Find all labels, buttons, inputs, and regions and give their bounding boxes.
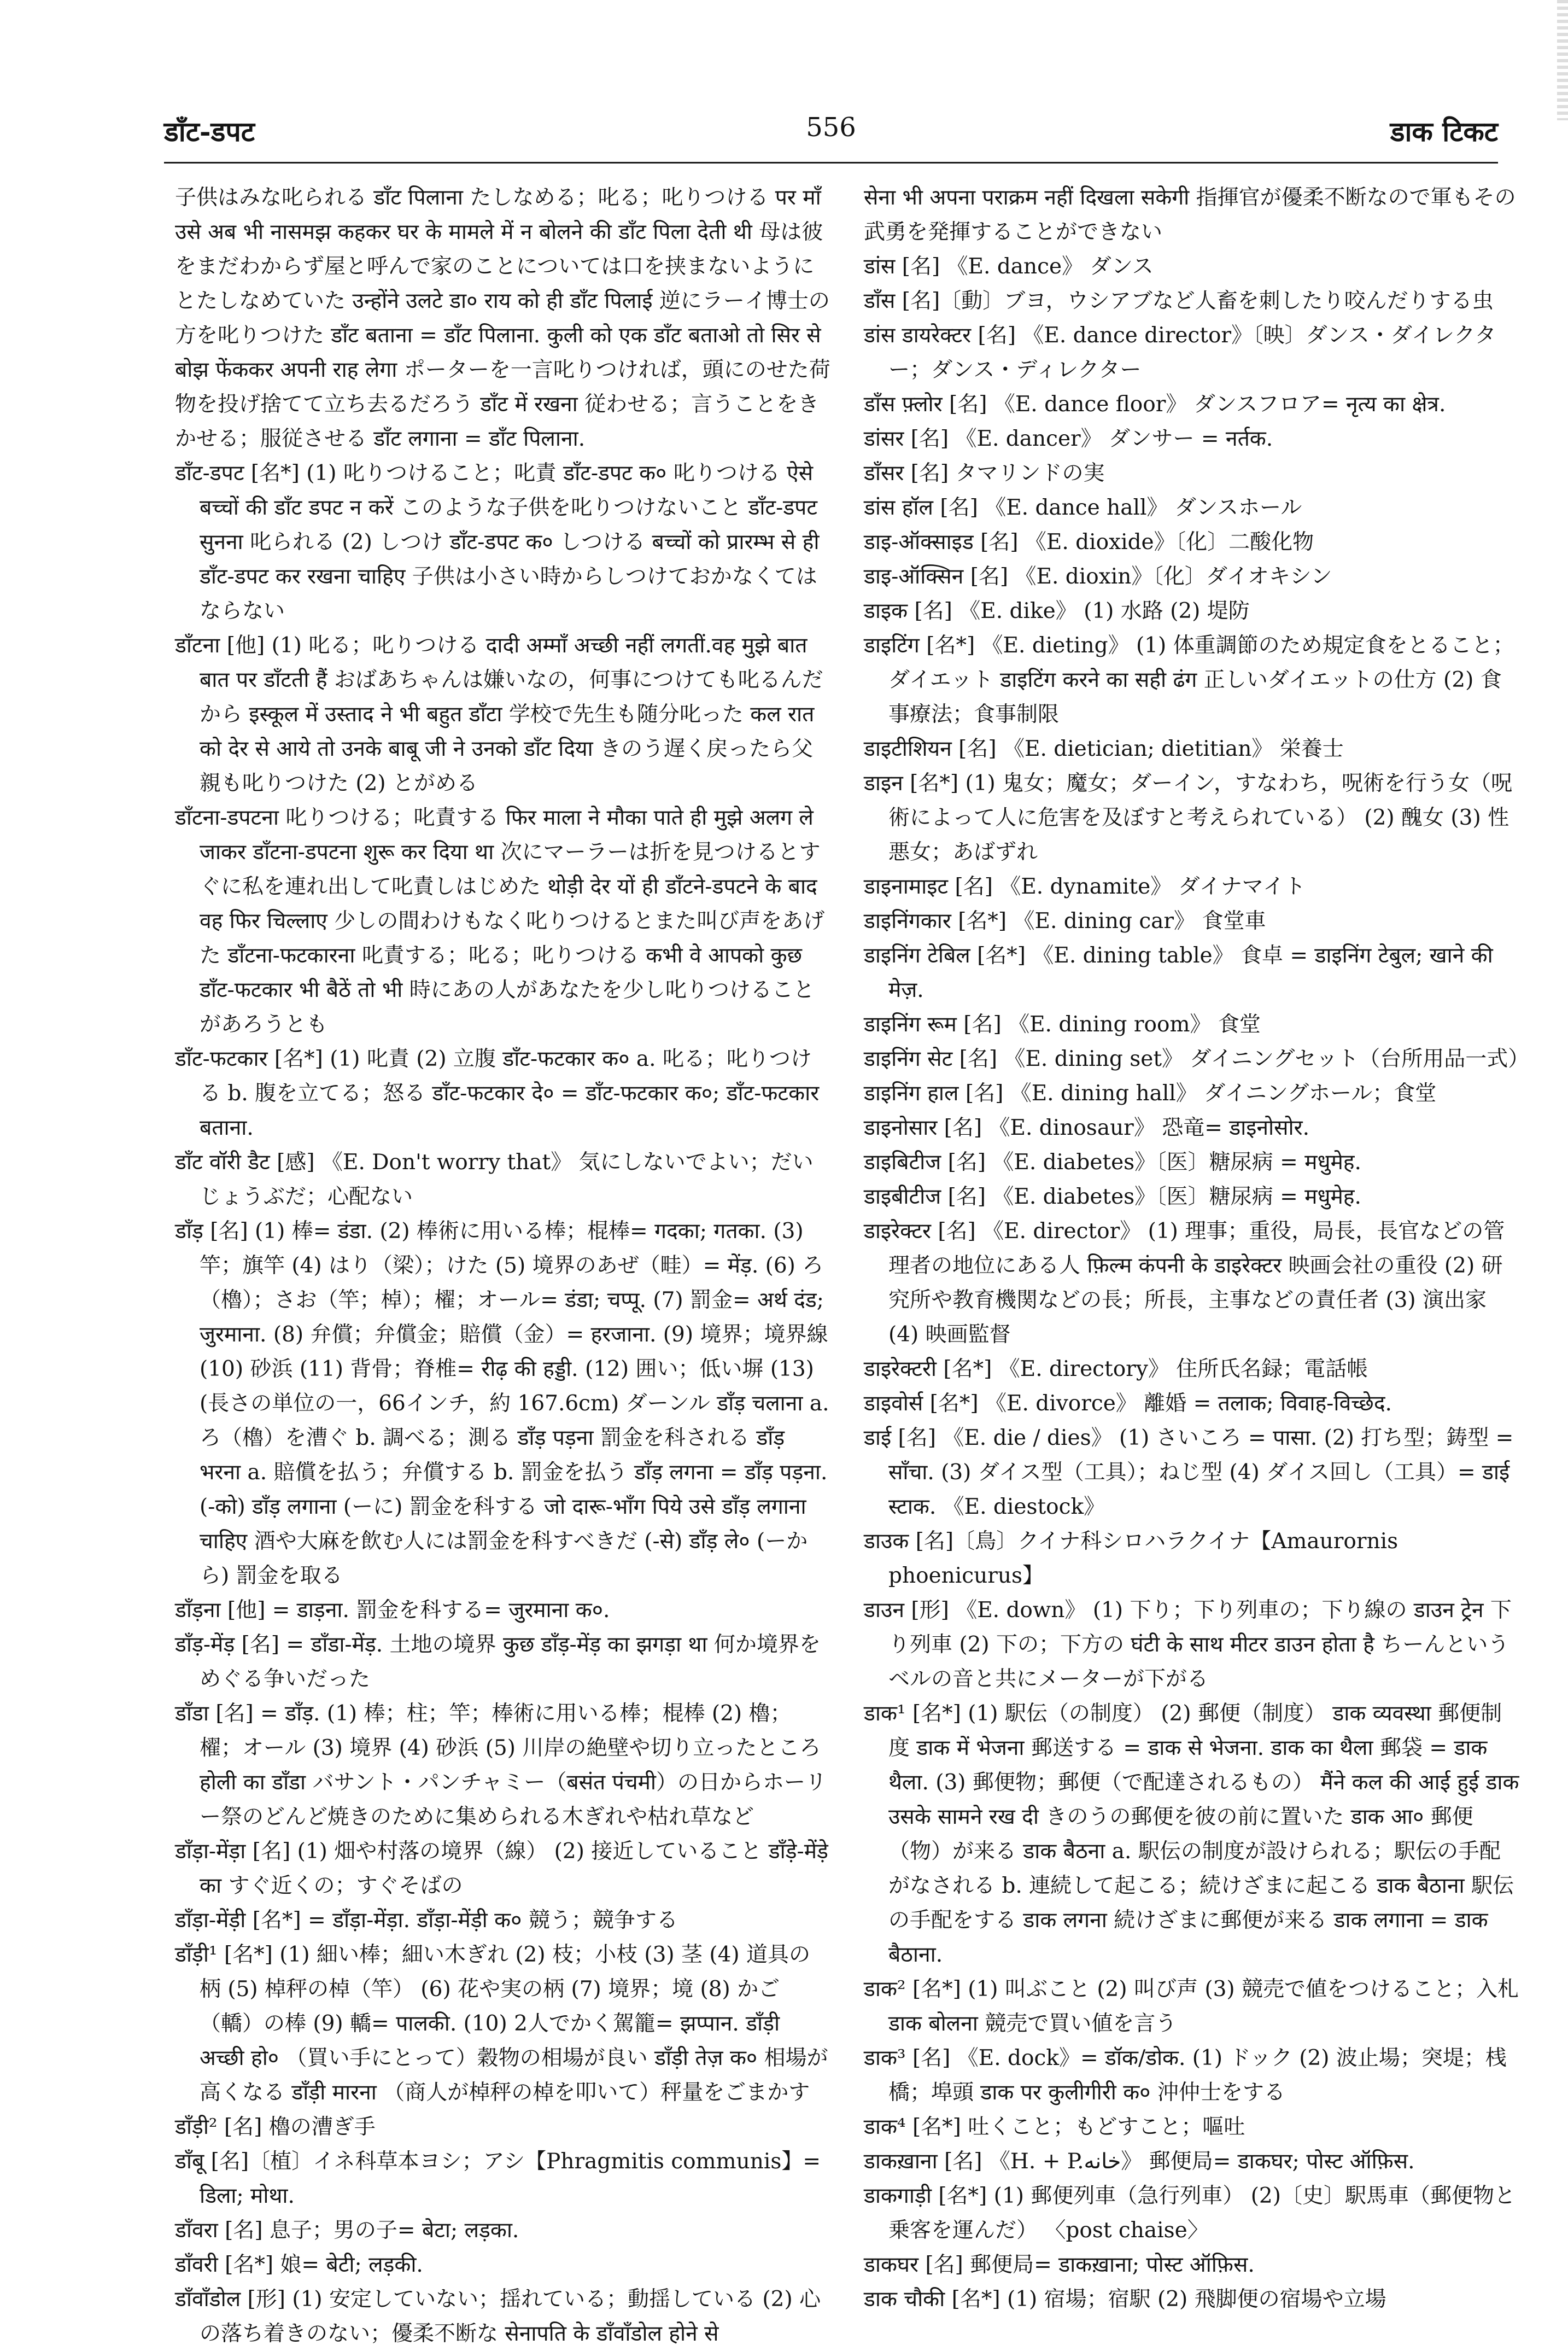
dictionary-entry: डाइटिंग [名*] 《E. dieting》 (1) 体重調節のため規定食をとること；ダイエット डाइटिंग करने का सही ढंग 正しいダイエットの仕方 (2) 食事療法；食事制限 [864, 633, 1514, 727]
page-header [164, 112, 1498, 161]
dictionary-entry: डाँड़ना [他] = डाड़ना. 罰金を科する= जुरमाना क०. [175, 1598, 610, 1623]
dictionary-entry: डांस हॉल [名] 《E. dance hall》 ダンスホール [864, 495, 1302, 520]
dictionary-entry: डाँट-डपट [名*] (1) 叱りつけること；叱責 डाँट-डपट क० 叱りつける ऐसे बच्चों की डाँट डपट न करें このような子供を叱りつけないこと डाँट-डपट सुनना 叱られる (2) しつけ डाँट-डपट क० しつける बच्चों को प्रारम्भ से ही डाँट-डपट कर रखना चाहिए 子供は小さい時からしつけておかなくてはならない [175, 461, 820, 623]
dictionary-entry: डाँड़ [名] (1) 棒= डंडा. (2) 棒術に用いる棒；棍棒= गदका; गतका. (3) 竿；旗竿 (4) はり（梁）；けた (5) 境界のあぜ（畦）= मेंड़. (6) ろ（櫓）；さお（竿；棹）；櫂；オール= डंडा; चप्पू. (7) 罰金= अर्थ दंड; जुरमाना. (8) 弁償；弁償金；賠償（金）= हरजाना. (9) 境界；境界線 (10) 砂浜 (11) 背骨；脊椎= रीढ़ की हड्डी. (12) 囲い；低い塀 (13) (長さの単位の一，66インチ，約 167.6cm) ダーンル डाँड़ चलाना a. ろ（櫓）を漕ぐ b. 調べる；測る डाँड़ पड़ना 罰金を科される डाँड़ भरना a. 賠償を払う；弁償する b. 罰金を払う डाँड़ लगना = डाँड़ पड़ना. (-को) डाँड़ लगाना (ーに) 罰金を科する जो दारू-भाँग पिये उसे डाँड़ लगाना चाहिए 酒や大麻を飲む人には罰金を科すべきだ (-से) डाँड़ ले० (ーから) 罰金を取る [175, 1219, 829, 1588]
dictionary-entry: डाँड़ा-मेंड़ा [名] (1) 畑や村落の境界（線） (2) 接近していること डाँड़े-मेंड़े का すぐ近くの；すぐそばの [175, 1839, 828, 1898]
dictionary-entry: डाँड़-मेंड़ [名] = डाँडा-मेंड़. 土地の境界 कुछ डाँड़-मेंड़ का झगड़ा था 何か境界をめぐる争いだった [175, 1632, 821, 1691]
dictionary-entry: डाँडा [名] = डाँड़. (1) 棒；柱；竿；棒術に用いる棒；棍棒 (2) 櫓；櫂；オール (3) 境界 (4) 砂浜 (5) 川岸の絶壁や切り立ったところ होली का डाँडा バサント・パンチャミー（बसंत पंचमी）の日からホーリー祭のどんど焼きのために集められる木ぎれや枯れ草など [175, 1701, 827, 1829]
dictionary-entry: डाइक [名] 《E. dike》 (1) 水路 (2) 堤防 [864, 599, 1250, 623]
dictionary-entry: डाइनिंगकार [名*] 《E. dining car》 食堂車 [864, 909, 1266, 934]
dictionary-entry: डाइनिंग रूम [名] 《E. dining room》 食堂 [864, 1012, 1261, 1037]
dictionary-entry: डाँटना-डपटना 叱りつける；叱責する फिर माला ने मौका पाते ही मुझे अलग ले जाकर डाँटना-डपटना शुरू कर दिया था 次にマーラーは折を見つけるとすぐに私を連れ出して叱責しはじめた थोड़ी देर यों ही डाँटने-डपटने के बाद वह फिर चिल्लाए 少しの間わけもなく叱りつけるとまた叫び声をあげた डाँटना-फटकारना 叱責する；叱る；叱りつける कभी वे आपको कुछ डाँट-फटकार भी बैठें तो भी 時にあの人があなたを少し叱りつけることがあろうとも [175, 806, 825, 1037]
dictionary-entry: डाइनिंग हाल [名] 《E. dining hall》 ダイニングホール；食堂 [864, 1081, 1437, 1106]
left-column [175, 180, 831, 2351]
dictionary-entry: डाक⁴ [名*] 吐くこと；もどすこと；嘔吐 [864, 2115, 1245, 2139]
dictionary-entry: डाँबू [名]〔植〕イネ科草本ヨシ；アシ【Phragmitis communis】= डिला; मोथा. [175, 2149, 821, 2208]
dictionary-entry: डाइनोसार [名] 《E. dinosaur》 恐竜= डाइनोसोर. [864, 1116, 1309, 1140]
dictionary-entry: डाइनिंग टेबिल [名*] 《E. dining table》 食卓 = डाइनिंग टेबुल; खाने की मेज़. [864, 943, 1493, 1002]
dictionary-entry: डाकख़ाना [名] 《H. + P.خانه》 郵便局= डाकघर; पोस्ट ऑफ़िस. [864, 2149, 1415, 2174]
dictionary-entry: डांस [名] 《E. dance》 ダンス [864, 254, 1154, 279]
dictionary-entry: डांस डायरेक्टर [名] 《E. dance director》〔映〕ダンス・ダイレクター；ダンス・ディレクター [864, 323, 1496, 382]
dictionary-entry: डाँवरा [名] 息子；男の子= बेटा; लड़का. [175, 2218, 519, 2243]
dictionary-entry: डाइनामाइट [名] 《E. dynamite》 ダイナマイト [864, 874, 1306, 899]
header-left-guide-word: डाँट-डपट [164, 115, 255, 148]
dictionary-entry: डाँस [名]〔動〕ブヨ，ウシアブなど人畜を刺したり咬んだりする虫 [864, 289, 1494, 313]
dictionary-entry: डाक चौकी [名*] (1) 宿場；宿駅 (2) 飛脚便の宿場や立場 [864, 2287, 1386, 2312]
dictionary-entry: डाइबिटीज [名] 《E. diabetes》〔医〕糖尿病 = मधुमेह. [864, 1150, 1361, 1175]
header-rule [164, 162, 1498, 164]
dictionary-entry: सेना भी अपना पराक्रम नहीं दिखला सकेगी 指揮官が優柔不断なので軍もその武勇を発揮することができない [864, 185, 1516, 244]
dictionary-entry: डाइबीटीज [名] 《E. diabetes》〔医〕糖尿病 = मधुमेह. [864, 1185, 1361, 1209]
dictionary-entry: डांसर [名] 《E. dancer》 ダンサー = नर्तक. [864, 427, 1273, 451]
dictionary-entry: डाँट वॉरी डैट [感] 《E. Don't worry that》 気にしないでよい；だいじょうぶだ；心配ない [175, 1150, 814, 1209]
dictionary-entry: डाइरेक्टर [名] 《E. director》 (1) 理事；重役，局長，長官などの管理者の地位にある人 फ़िल्म कंपनी के डाइरेक्टर 映画会社の重役 (2) 研究所や教育機関などの長；所長，主事などの責任者 (3) 演出家 (4) 映画監督 [864, 1219, 1505, 1347]
dictionary-entry: डाइ-ऑक्साइड [名] 《E. dioxide》〔化〕二酸化物 [864, 530, 1314, 555]
dictionary-entry: डाइनिंग सेट [名] 《E. dining set》 ダイニングセット（台所用品一式） [864, 1047, 1530, 1071]
header-right-guide-word: डाक टिकट [1390, 115, 1498, 148]
dictionary-entry: डाँड़ा-मेंड़ी [名*] = डाँड़ा-मेंड़ा. डाँड़ा-मेंड़ी क० 競う；競争する [175, 1908, 678, 1933]
dictionary-entry: डाँट-फटकार [名*] (1) 叱責 (2) 立腹 डाँट-फटकार क० a. 叱る；叱りつける b. 腹を立てる；怒る डाँट-फटकार दे० = डाँट-फटकार क०; डाँट-फटकार बताना. [175, 1047, 820, 1140]
page-number: 556 [806, 112, 856, 143]
dictionary-entry: डाँसर [名] タマリンドの実 [864, 461, 1105, 486]
dictionary-entry: 子供はみな叱られる डाँट पिलाना たしなめる；叱る；叱りつける पर माँ उसे अब भी नासमझ कहकर घर के मामले में न बोलने की डाँट पिला देती थी 母は彼をまだわからず屋と呼んで家のことについては口を挟まないようにとたしなめていた उन्होंने उलटे डा० राय को ही डाँट पिलाई 逆にラーイ博士の方を叱りつけた डाँट बताना = डाँट पिलाना. कुली को एक डाँट बताओ तो सिर से बोझ फेंककर अपनी राह लेगा ポーターを一言叱りつければ，頭にのせた荷物を投げ捨てて立ち去るだろう डाँट में रखना 従わせる；言うことをきかせる；服従させる डाँट लगाना = डाँट पिलाना. [175, 185, 830, 451]
dictionary-entry: डाकगाड़ी [名*] (1) 郵便列車（急行列車） (2)〔史〕駅馬車（郵便物と乗客を運んだ） 〈post chaise〉 [864, 2184, 1516, 2243]
page-edge-scan-mark [1557, 0, 1568, 120]
dictionary-entry: डाँस फ़्लोर [名] 《E. dance floor》 ダンスフロア= नृत्य का क्षेत्र. [864, 392, 1446, 417]
dictionary-entry: डाकघर [名] 郵便局= डाकख़ाना; पोस्ट ऑफ़िस. [864, 2253, 1255, 2277]
dictionary-entry: डाइन [名*] (1) 鬼女；魔女；ダーイン，すなわち，呪術を行う女（呪術によって人に危害を及ぼすと考えられている） (2) 醜女 (3) 性悪女；あばずれ [864, 771, 1513, 865]
dictionary-entry: डाँवरी [名*] 娘= बेटी; लड़की. [175, 2253, 423, 2277]
dictionary-entry: डाइ-ऑक्सिन [名] 《E. dioxin》〔化〕ダイオキシン [864, 564, 1332, 589]
right-column [864, 180, 1530, 2317]
dictionary-entry: डाँड़ी¹ [名*] (1) 細い棒；細い木ぎれ (2) 枝；小枝 (3) 茎 (4) 道具の柄 (5) 棹秤の棹（竿） (6) 花や実の柄 (7) 境界；境 (8) かご（轎）の棒 (9) 轎= पालकी. (10) 2人でかく駕籠= झप्पान. डाँड़ी अच्छी हो० （買い手にとって）穀物の相場が良い डाँड़ी तेज़ क० 相場が高くなる डाँड़ी मारना （商人が棹秤の棹を叩いて）秤量をごまかす [175, 1942, 828, 2105]
dictionary-entry: डाँड़ी² [名] 櫓の漕ぎ手 [175, 2115, 376, 2139]
dictionary-entry: डाँवाँडोल [形] (1) 安定していない；揺れている；動揺している (2) 心の落ち着きのない；優柔不断な सेनापति के डाँवाँडोल होने से [175, 2287, 821, 2346]
dictionary-entry: डाक³ [名] 《E. dock》= डॉक/डोक. (1) ドック (2) 波止場；突堤；桟橋；埠頭 डाक पर कुलीगीरी क० 沖仲士をする [864, 2046, 1507, 2105]
dictionary-entry: डाउक [名]〔鳥〕クイナ科シロハラクイナ【Amaurornis phoenicurus】 [864, 1529, 1399, 1588]
dictionary-entry: डाक¹ [名*] (1) 駅伝（の制度） (2) 郵便（制度） डाक व्यवस्था 郵便制度 डाक में भेजना 郵送する = डाक से भेजना. डाक का थैला 郵袋 = डाक थैला. (3) 郵便物；郵便（で配達されるもの） मैंने कल की आई हुई डाक उसके सामने रख दी きのうの郵便を彼の前に置いた डाक आ० 郵便（物）が来る डाक बैठना a. 駅伝の制度が設けられる；駅伝の手配がなされる b. 連続して起こる；続けざまに起こる डाक बैठाना 駅伝の手配をする डाक लगना 続けざまに郵便が来る डाक लगाना = डाक बैठाना. [864, 1701, 1519, 1967]
dictionary-entry: डाँटना [他] (1) 叱る；叱りつける दादी अम्माँ अच्छी नहीं लगतीं.वह मुझे बात बात पर डाँटती हैं おばあちゃんは嫌いなの，何事につけても叱るんだから इस्कूल में उस्ताद ने भी बहुत डाँटा 学校で先生も随分叱った कल रात को देर से आये तो उनके बाबू जी ने उनको डाँट दिया きのう遅く戻ったら父親も叱りつけた (2) とがめる [175, 633, 823, 796]
dictionary-entry: डाउन [形] 《E. down》 (1) 下り；下り列車の；下り線の डाउन ट्रेन 下り列車 (2) 下の；下方の घंटी के साथ मीटर डाउन होता है ちーんというベルの音と共にメーターが下がる [864, 1598, 1512, 1691]
dictionary-entry: डाइवोर्स [名*] 《E. divorce》 離婚 = तलाक; विवाह-विच्छेद. [864, 1391, 1392, 1416]
dictionary-entry: डाई [名] 《E. die / dies》 (1) さいころ = पासा. (2) 打ち型；鋳型 = साँचा. (3) ダイス型（工具）；ねじ型 (4) ダイス回し（工具）= डाई स्टाक. 《E. diestock》 [864, 1426, 1514, 1519]
dictionary-entry: डाइटीशियन [名] 《E. dietician; dietitian》 栄養士 [864, 737, 1344, 761]
dictionary-entry: डाक² [名*] (1) 叫ぶこと (2) 叫び声 (3) 競売で値をつけること；入札 डाक बोलना 競売で買い値を言う [864, 1977, 1519, 2036]
dictionary-entry: डाइरेक्टरी [名*] 《E. directory》 住所氏名録；電話帳 [864, 1357, 1368, 1381]
